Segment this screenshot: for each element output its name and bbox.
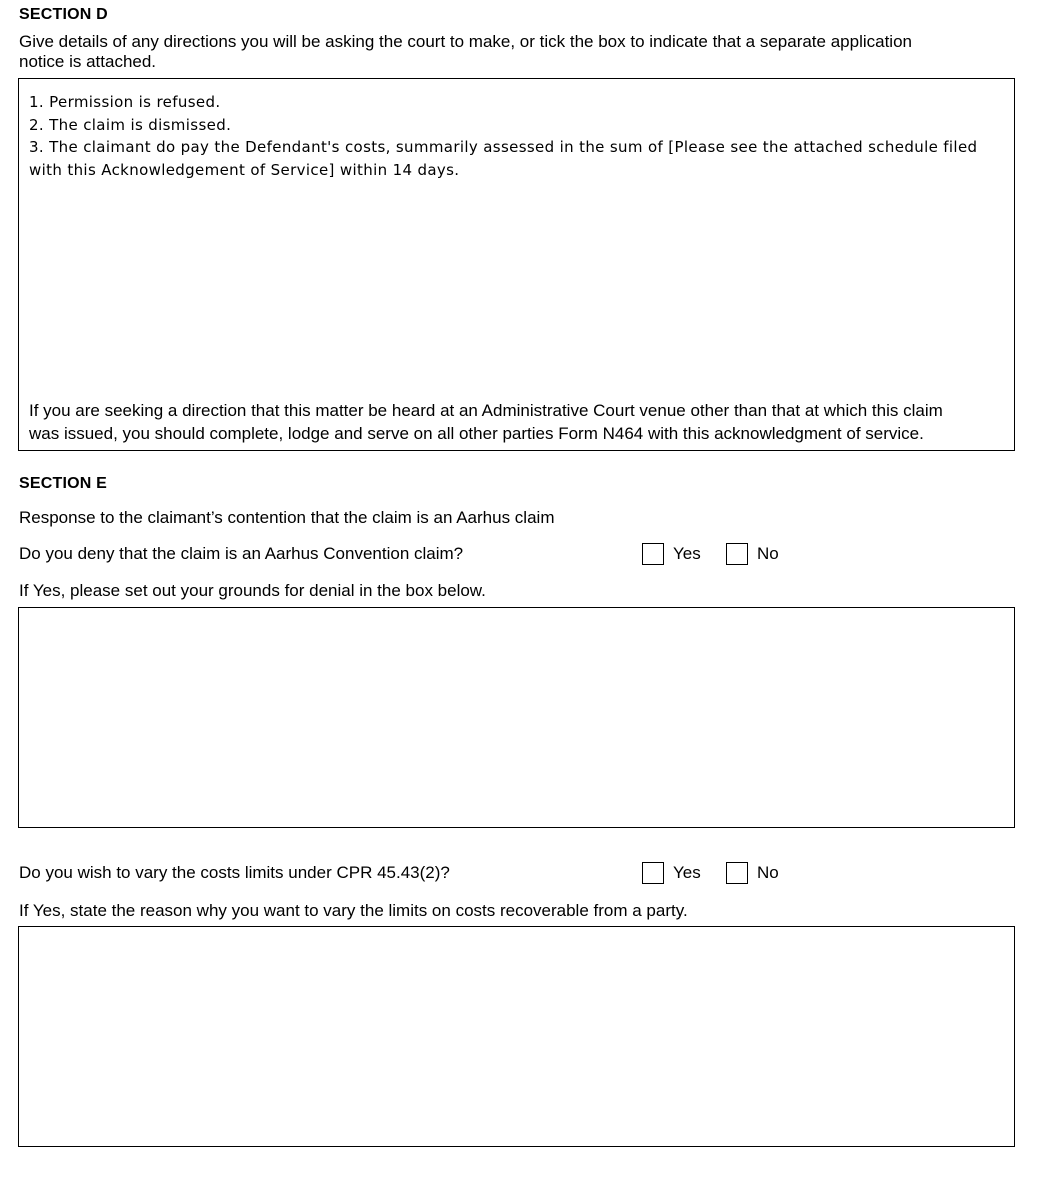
venue-note xyxy=(29,399,1014,445)
venue-note-line2: was issued, you should complete, lodge and serve on all other parties Form N464 with this acknowledgment of service. xyxy=(29,424,924,443)
vary-costs-no-checkbox[interactable] xyxy=(726,862,748,884)
direction-item-1: 1. Permission is refused. xyxy=(29,93,221,111)
directions-text xyxy=(29,91,1009,181)
section-d-heading: SECTION D xyxy=(19,6,108,23)
grounds-for-denial-box[interactable] xyxy=(18,607,1015,828)
grounds-instruction: If Yes, please set out your grounds for denial in the box below. xyxy=(19,581,486,600)
vary-costs-question: Do you wish to vary the costs limits under CPR 45.43(2)? xyxy=(19,863,450,882)
aarhus-deny-yes-checkbox[interactable] xyxy=(642,543,664,565)
aarhus-deny-question: Do you deny that the claim is an Aarhus Convention claim? xyxy=(19,544,464,563)
aarhus-deny-no-label: No xyxy=(757,544,779,563)
aarhus-deny-no-checkbox[interactable] xyxy=(726,543,748,565)
direction-item-3-cont: with this Acknowledgement of Service] within 14 days. xyxy=(29,160,460,179)
directions-box[interactable] xyxy=(18,78,1015,451)
section-d-instruction-line2: notice is attached. xyxy=(19,52,157,71)
venue-note-line1: If you are seeking a direction that this matter be heard at an Administrative Court venue other than that at which this claim xyxy=(29,401,943,420)
direction-item-3: 3. The claimant do pay the Defendant's costs, summarily assessed in the sum of [Please see the attached schedule filed xyxy=(29,138,978,156)
section-e-intro: Response to the claimant’s contention that the claim is an Aarhus claim xyxy=(19,508,555,527)
section-d-instruction xyxy=(19,32,1019,72)
vary-costs-yes-label: Yes xyxy=(673,863,701,882)
vary-costs-no-label: No xyxy=(757,863,779,882)
vary-costs-yes-checkbox[interactable] xyxy=(642,862,664,884)
section-e-heading: SECTION E xyxy=(19,475,108,492)
vary-costs-reason-box[interactable] xyxy=(18,926,1015,1147)
vary-costs-instruction: If Yes, state the reason why you want to vary the limits on costs recoverable from a party. xyxy=(19,901,688,920)
direction-item-2: 2. The claim is dismissed. xyxy=(29,115,232,134)
aarhus-deny-yes-label: Yes xyxy=(673,544,701,563)
section-d-instruction-line1: Give details of any directions you will be asking the court to make, or tick the box to indicate that a separate application xyxy=(19,32,912,51)
